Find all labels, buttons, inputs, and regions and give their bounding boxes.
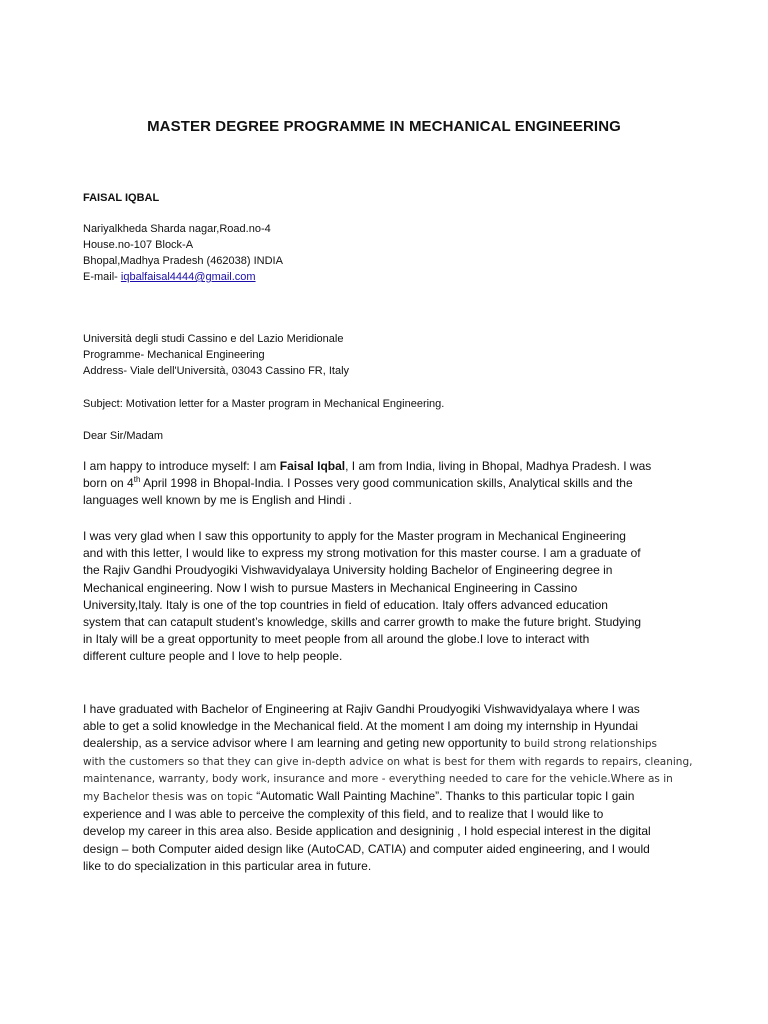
- experience-text-b: build strong relationships: [523, 738, 658, 751]
- subject-line: Subject: Motivation letter for a Master program in Mechanical Engineering.: [83, 398, 445, 410]
- motivation-line: Mechanical engineering. Now I wish to pursue Masters in Mechanical Engineering in Cassino: [83, 580, 578, 595]
- experience-line-1: I have graduated with Bachelor of Engineering at Rajiv Gandhi Proudyogiki Vishwavidyalaya where I was: [83, 702, 640, 716]
- experience-line-8: develop my career in this area also. Beside application and designinig , I hold especial interest in the digital: [83, 824, 651, 839]
- email-link[interactable]: iqbalfaisal4444@gmail.com: [120, 271, 256, 283]
- experience-line-7: experience and I was able to perceive the complexity of this field, and to realize that I would like to: [83, 807, 604, 822]
- motivation-line: different culture people and I love to help people.: [83, 649, 343, 664]
- intro-text-c: , I am from India, living in Bhopal, Madhya Pradesh. I was: [345, 459, 652, 473]
- paragraph-intro: [83, 458, 693, 510]
- recipient-line-3: Address- Viale dell'Università, 03043 Cassino FR, Italy: [83, 365, 350, 377]
- paragraph-motivation: [83, 528, 693, 666]
- email-label: E-mail-: [83, 271, 121, 283]
- experience-line-6: [83, 788, 693, 806]
- motivation-line: the Rajiv Gandhi Proudyogiki Vishwavidyalaya University holding Bachelor of Engineering degree in: [83, 563, 613, 578]
- address-line-3: Bhopal,Madhya Pradesh (462038) INDIA: [83, 255, 283, 267]
- motivation-line: in Italy will be a great opportunity to meet people from all around the globe.I love to interact with: [83, 632, 590, 647]
- address-line-1: Nariyalkheda Sharda nagar,Road.no-4: [83, 223, 271, 235]
- recipient-line-1: Università degli studi Cassino e del Lazio Meridionale: [83, 333, 344, 345]
- intro-born-text: born on 4: [83, 476, 134, 491]
- salutation: Dear Sir/Madam: [83, 430, 164, 442]
- thesis-text-a: my Bachelor thesis was on topic: [83, 791, 257, 804]
- experience-line-10: like to do specialization in this particular area in future.: [83, 858, 372, 873]
- intro-born-rest: April 1998 in Bhopal-India. I Posses very good communication skills, Analytical skills and the: [140, 476, 633, 491]
- experience-text-a: dealership, as a service advisor where I am learning and geting new opportunity to: [83, 736, 524, 751]
- email-line: [83, 269, 693, 285]
- intro-text-a: I am happy to introduce myself: I am: [83, 459, 280, 473]
- sender-address: [83, 221, 693, 285]
- intro-superscript: th: [133, 475, 141, 485]
- document-title: MASTER DEGREE PROGRAMME IN MECHANICAL ENGINEERING: [147, 118, 621, 135]
- intro-name-bold: Faisal Iqbal: [279, 459, 346, 473]
- intro-line-2: [83, 475, 693, 492]
- experience-line-3: [83, 735, 693, 753]
- intro-line-1: [83, 458, 693, 475]
- motivation-line: and with this letter, I would like to express my strong motivation for this master course. I am a graduate of: [83, 546, 641, 561]
- address-line-2: House.no-107 Block-A: [83, 239, 194, 251]
- thesis-title: “Automatic Wall Painting Machine”. Thanks to this particular topic I gain: [256, 789, 635, 804]
- experience-line-4: with the customers so that they can give in-depth advice on what is best for them with regards to repairs, cleaning,: [83, 755, 693, 768]
- experience-line-5: maintenance, warranty, body work, insurance and more - everything needed to care for the vehicle.Where as in: [83, 772, 673, 785]
- experience-line-9: design – both Computer aided design like (AutoCAD, CATIA) and computer aided engineering, and I would: [83, 841, 650, 856]
- intro-line-3: languages well known by me is English and Hindi .: [83, 493, 352, 508]
- motivation-line: system that can catapult student’s knowledge, skills and carrer growth to make the future bright. Studying: [83, 615, 642, 630]
- motivation-line: University,Italy. Italy is one of the top countries in field of education. Italy offers advanced education: [83, 597, 608, 612]
- recipient-line-2: Programme- Mechanical Engineering: [83, 349, 265, 361]
- sender-name: FAISAL IQBAL: [83, 192, 160, 204]
- recipient-address: [83, 331, 693, 379]
- experience-line-2: able to get a solid knowledge in the Mechanical field. At the moment I am doing my internship in Hyundai: [83, 719, 638, 734]
- motivation-line: I was very glad when I saw this opportunity to apply for the Master program in Mechanical Engineering: [83, 529, 626, 543]
- paragraph-experience: [83, 701, 693, 875]
